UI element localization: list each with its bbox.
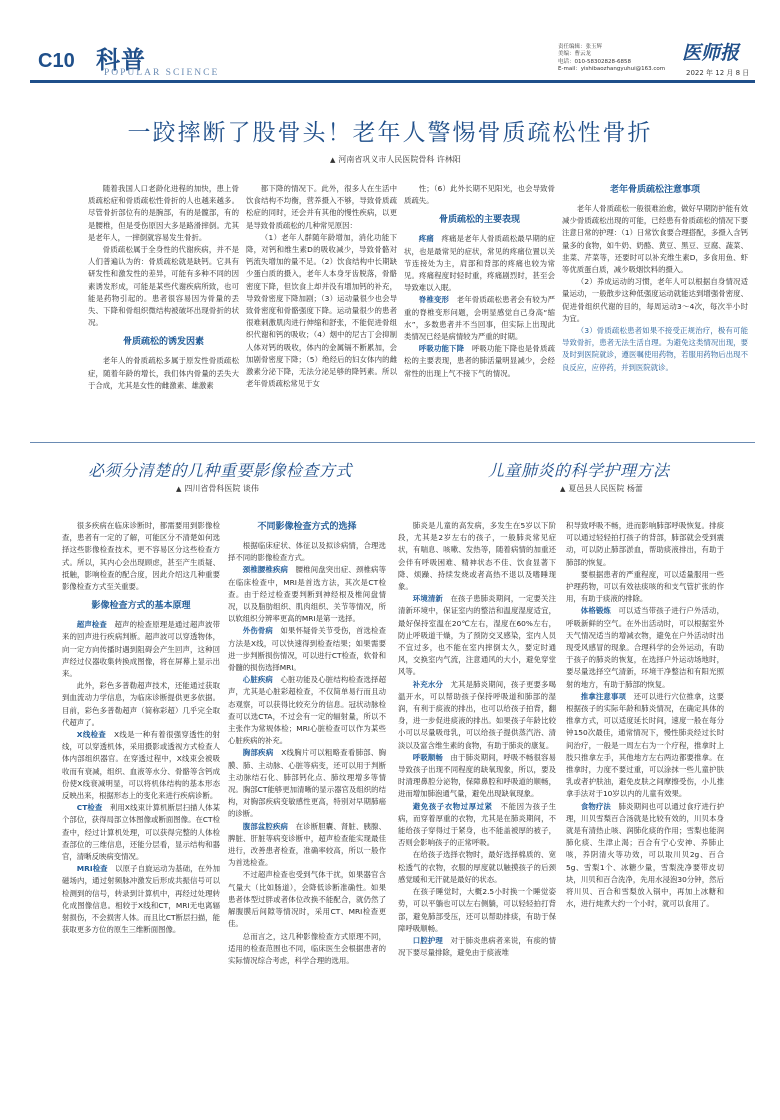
article3-title: 儿童肺炎的科学护理方法 xyxy=(488,461,670,480)
lead-text: 呼吸功能下降也是骨质疏松的主要表现，患者的肺活量明显减少，会经常性的出现上气不接下气的情况。 xyxy=(404,344,555,378)
paragraph: 根据临床症状、体征以及拟诊病情，合理选择不同的影像检查方式。 xyxy=(228,541,386,563)
byline-text: 夏邑县人民医院 杨蕾 xyxy=(568,484,643,493)
paragraph xyxy=(404,343,555,380)
lead-term: MRI检查 xyxy=(76,864,108,874)
subheading: 老年骨质疏松注意事项 xyxy=(609,185,700,195)
paragraph: 都下降的情况下。此外，很多人在生活中饮食结构不均衡，营养摄入不够，导致骨质疏松症的同时，还会并有其他的慢性疾病，以更是导致骨质疏松的几种常见原因： xyxy=(246,184,397,230)
article1-col2 xyxy=(246,183,397,393)
paragraph xyxy=(398,935,556,959)
paragraph xyxy=(62,802,220,863)
paragraph xyxy=(228,674,386,747)
lead-text: 对于肺炎患病者来说，有痰的情况下要尽量排除，避免由于痰液堆 xyxy=(398,935,556,958)
article2-col1 xyxy=(62,520,220,1105)
paragraph xyxy=(228,747,386,820)
lead-term: 口腔护理 xyxy=(412,935,443,945)
lead-text: 老年骨质疏松患者会有较为严重的脊椎变形问题，会明显感觉自己身高“缩水”，多数患者并不当回事，但实际上出现此类情况已经是病情较为严重的时期。 xyxy=(404,295,555,342)
article1-col4 xyxy=(562,183,748,393)
issue-date: 2022 年 12 月 8 日 xyxy=(686,69,750,77)
editor-line: 电话：010-58302828-6858 xyxy=(558,58,631,65)
paragraph: 老年人骨质疏松一般很难治愈，做好早期防护能有效减少骨质疏松出现的可能，已经患有骨质疏松的情况下要注意日常的护理：（1）日常饮食要合理搭配，多摄入含钙量多的食物，如牛奶、奶酪、黄豆、黑豆、豆腐、蔬菜、韭菜、芹菜等，还要时可以补充维生素D，多食用鱼、虾等优质蛋白质，减少吸烟饮料的摄入。 xyxy=(562,204,748,275)
lead-term: 避免孩子衣物过厚过紧 xyxy=(412,801,493,811)
editor-line: 责任编辑：张玉辉 xyxy=(558,44,603,50)
paragraph: 此外，彩色多普勒超声技术，还能通过获取到血流动力学信息，为临床诊断提供更多依据。目前，彩色多普勒超声（简称彩超）几乎完全取代超声了。 xyxy=(62,681,220,727)
paragraph xyxy=(62,863,220,936)
article1-title: 一跤摔断了股骨头！老年人警惕骨质疏松性骨折 xyxy=(127,120,653,146)
paragraph: （2）养成运动的习惯，老年人可以根据自身情况适量运动，一般散步这种低强度运动就能达到增强骨密度、促进骨组织代谢的目的，每周运动3～4次，每次半小时为宜。 xyxy=(562,277,748,323)
lead-term: 外伤骨病 xyxy=(242,626,273,636)
lead-term: 颈椎腰椎疾病 xyxy=(242,565,289,575)
lead-term: 补充水分 xyxy=(412,679,443,689)
section-divider xyxy=(30,442,755,443)
subheading: 骨质疏松的主要表现 xyxy=(438,215,520,226)
paragraph: 积导致呼吸不畅，进而影响肺部呼吸恢复。排痰可以通过轻轻拍打孩子的背部，肺部就会受到震动，可以防止肺部淤血，帮助痰液排出，有助于肺部的恢复。 xyxy=(566,521,724,567)
lead-text: 不能因为孩子生病，而穿着厚重的衣物，尤其是在肺炎期间，不能给孩子穿得过于紧身，也不能盖被厚的被子，否则会影响孩子的正常呼吸。 xyxy=(398,801,556,848)
lead-term: 脊椎变形 xyxy=(418,295,450,305)
paragraph: （3）骨质疏松患者如果不接受正规治疗，极有可能导致骨折，患者无法生活自理。为避免这类情况出现，要及时到医院就诊，遵医嘱使用药物，若服用药物后出现不良反应，应停药，并到医院就诊。 xyxy=(562,326,748,372)
byline-text: 四川省骨科医院 谈伟 xyxy=(184,484,259,493)
paragraph: 骨质疏松属于全身性的代谢疾病，并不是人们普遍认为的：骨质疏松就是缺钙。它具有研发性和激发性的差异，可能有多种不同的因素诱发形成，可能是某些代谢疾病所致，也可能是药物引起的。患者很容易因为骨量的丢失、下降和骨组织微结构被破坏出现骨折的状况。 xyxy=(88,245,239,328)
paragraph xyxy=(404,233,555,294)
lead-term: 呼吸顺畅 xyxy=(412,752,443,762)
masthead-logo: 医师报 xyxy=(682,42,740,64)
lead-term: 环境清新 xyxy=(412,594,443,604)
article1-byline xyxy=(330,154,461,165)
lead-text: 肺炎期间也可以通过食疗进行护理，川贝雪梨百合汤就是比较有效的，川贝本身就是有清热止咳、润肺化痰的作用；雪梨也能润肺化痰、生津止渴；百合有宁心安神、养肺止咳，养阴清火等功效，可以取川贝2g、百合5g、雪梨1个、冰糖少量，雪梨洗净要带皮切块，川贝和百合洗净，先用水浸泡30分钟，然后将川贝、百合和雪梨放入锅中，再加上冰糖和水，进行炖煮大约一个小时，就可以食用了。 xyxy=(566,801,724,909)
article1-col1 xyxy=(88,183,239,393)
lead-text: 腰椎间盘突出症、颈椎病等在临床检查中，MRI是首选方法，其次是CT检查。由于经过检查要判断到神经根及椎间盘情况，以及脂肪组织、肌肉组织、关节等情况，所以软组织分辨率更高的MRI是第一选择。 xyxy=(228,565,386,624)
article3-byline xyxy=(560,483,643,494)
page-number: C10 xyxy=(38,50,75,72)
paragraph xyxy=(398,679,556,752)
lead-text: 在诊断胆囊、肾脏、胰腺、脾脏、肝脏等病变诊断中，超声检查能实现最佳进行，改善患者检查，准确率较高，所以一般作为首选检查。 xyxy=(228,821,386,868)
lead-term: 疼痛 xyxy=(418,234,434,244)
lead-term: 推拿注意事项 xyxy=(580,691,627,701)
paragraph xyxy=(404,294,555,343)
paragraph: 在给孩子选择衣物时，最好选择棉质的、宽松透气的衣物，衣服的厚度就以触摸孩子的后颈感觉暖和无汗就是最好的状态。 xyxy=(398,850,556,884)
paragraph: 不过超声检查也受到气体干扰，如果器官含气量大（比如肠道），会降低诊断准确性。如果患者体型过胖或者体位改换不能配合，就仍然了解腹膜后间隙等情况时，采用CT、MRI检查更佳。 xyxy=(228,870,386,929)
paragraph: 要根据患者的严重程度，可以适量服用一些护理药物，可以有效祛痰咳的和支气管扩张的作用，有助于痰液的排除。 xyxy=(566,569,724,604)
lead-text: 心脏功能及心脏结构检查选择超声，尤其是心脏彩超检查，不仅简单易行而且动态观察，可以获得比较充分的信息。冠状动脉检查可以选CTA，不过会有一定的辐射量，所以不主张作为常规体检；MRI心脏检查可以作为某些心脏疾病的补充。 xyxy=(228,675,386,746)
paragraph xyxy=(62,729,220,802)
paragraph xyxy=(566,801,724,911)
editor-line: 美编：曹云龙 xyxy=(558,51,592,58)
paragraph xyxy=(398,752,556,801)
paragraph: 总而言之，这几种影像检查方式原理不同，适用的检查范围也不同，临床医生会根据患者的实际情况综合考虑，科学合理的选用。 xyxy=(228,931,386,965)
lead-term: CT检查 xyxy=(76,803,103,813)
lead-text: 利用X线束计算机断层扫描人体某个部位，获得局部立体图像或断面图像。在CT检查中，经过计算机处理，可以获得完整的人体检查部位的三维信息，还能分层看，显示结构和器官，清晰反映病变情况。 xyxy=(62,803,220,862)
header-rule xyxy=(30,80,755,83)
paragraph xyxy=(228,625,386,674)
paragraph xyxy=(398,593,556,678)
paragraph: 肺炎是儿童的高发病，多发生在5岁以下阶段，尤其是2岁左右的孩子，一般肺炎常见症状，有喘息、咳嗽、发热等，随着病情的加重还会伴有呼吸困难、精神状态不佳、饮食显著下降、烦躁、持续发烧或者高热不退以及嗜睡现象。 xyxy=(398,521,556,592)
paragraph: 性；（6）此外长期不见阳光，也会导致骨质疏失。 xyxy=(404,184,555,206)
article3-col2 xyxy=(566,520,724,1105)
paragraph xyxy=(566,691,724,801)
lead-term: 胸部疾病 xyxy=(242,748,274,758)
article3-col1 xyxy=(398,520,556,1105)
article1-col3 xyxy=(404,183,555,393)
lead-text: X线是一种有着很强穿透性的射线，可以穿透机体，采用摄影或透视方式检查人体内部组织器官。在穿透过程中，X线束会被吸收而有衰减，组织、血液等水分、骨骼等含钙成份使X线衰减明显，可以将机体结构的基本形态反映出来，根据形态上的变化来进行疾病诊断。 xyxy=(62,730,220,801)
lead-term: 超声检查 xyxy=(76,620,107,630)
paragraph xyxy=(228,821,386,870)
lead-text: 如果怀疑骨关节受伤，首选检查方法是X线，可以快速得到检查结果；如果需要进一步判断损伤情况，可以进行CT检查，软骨和骨髓的损伤选择MRI。 xyxy=(228,626,386,673)
lead-term: X线检查 xyxy=(76,730,107,740)
subheading: 影像检查方式的基本原理 xyxy=(91,601,191,612)
lead-text: 在孩子患肺炎期间，一定要关注清新环境中，保证室内的整洁和温度湿度适宜，最好保持室温在20℃左右，湿度在60%左右，防止呼吸道干燥，为了预防交叉感染，室内人员不宜过多，也不能在室内摔倒太久，要定时通风，交换室内气流，注意通风的大小，避免穿堂风等。 xyxy=(398,594,556,677)
lead-term: 腹部盆腔疾病 xyxy=(242,821,289,831)
lead-text: 超声的检查原理是通过超声波带来的回声进行疾病判断。超声波可以穿透物体，向一定方向传播时遇到阻碍会产生回声，这种回声经过仪器收集转换成图像，将在屏幕上显示出来。 xyxy=(62,620,220,679)
lead-text: 还可以进行穴位推拿，这要根据孩子的实际年龄和肺炎情况，在确定具体的推拿方式，可以适度延长时间，速度一般在每分钟150次最佳，通常情况下，慢性肺炎经过长时间治疗，一般是一周左右为一个疗程，推拿时上肢只推拿左手，其他地方左右两边都要推拿。在推拿时，力度不要过重，可以涂抹一些儿童护肤乳或者护肤油，避免皮肤之间摩擦受伤，小儿推拿手法对于10岁以内的儿童有效果。 xyxy=(566,691,724,799)
lead-text: 以原子自旋运动为基础，在外加磁场内，通过射频脉冲激发后形成共振信号可以检测到的信号，转录到计算机中，再经过处理转化成图像信息。相较于X线和CT，MRI无电离辐射损伤，不会损害人体。而且比CT断层扫描，能获取更多方位的原生三维断面图像。 xyxy=(62,864,220,935)
lead-term: 心脏疾病 xyxy=(242,675,273,685)
triangle-icon: ▲ xyxy=(176,485,182,493)
lead-text: X线胸片可以粗略查看肺部、胸膜、肺、主动脉、心脏等病变，还可以用于判断主动脉结石化、肺部钙化点、肺纹理增多等情况。胸部CT能够更加清晰的显示器官及组织的结构，对胸部疾病变敏感性更高，特别对早期肺癌的诊断。 xyxy=(228,748,386,819)
lead-text: 尤其是肺炎期间，孩子更要多喝温开水，可以帮助孩子保持呼吸道和肺部的湿润，有利于痰液的排出，也可以给孩子拍背，翻身，进一步促进痰液的排出。如果孩子年龄比较小可以尽量吸母乳，可以给孩子提供蒸汽浴、清淡以及富含维生素的食物，有助于肺炎的康复。 xyxy=(398,679,556,750)
triangle-icon: ▲ xyxy=(560,485,566,493)
byline-text: 河南省巩义市人民医院骨科 许林阳 xyxy=(338,155,461,164)
lead-term: 体格锻炼 xyxy=(580,606,611,616)
editor-line: E-mail：yishibaozhangyuhui@163.com xyxy=(558,66,666,73)
section-title-en: POPULAR SCIENCE xyxy=(104,68,220,78)
article2-byline xyxy=(176,483,259,494)
paragraph xyxy=(62,619,220,680)
lead-text: 疼痛是老年人骨质疏松最早期的症状，也是最常见的症状，常见的疼痛位置以关节连接处为主，肩部和背部的疼痛也较为常见。疼痛程度时轻时重，疼痛剧烈时，甚至会导致难以入眠。 xyxy=(404,234,555,293)
editor-credits xyxy=(558,44,668,74)
subheading: 骨质疏松的诱发因素 xyxy=(122,337,204,348)
lead-term: 食物疗法 xyxy=(580,801,611,811)
paragraph xyxy=(566,605,724,690)
section-title: 科普 xyxy=(96,46,146,74)
paragraph xyxy=(398,801,556,850)
page-header xyxy=(0,0,780,88)
lead-text: 可以适当带孩子进行户外活动，呼吸新鲜的空气。在外出活动时，可以根据室外天气情况适当的增减衣物，避免在户外活动时出现受风感冒的现象。合理科学的会外运动，有助于孩子的肺炎的恢复，在选择户外运动场地时，要尽量选择空气清新，环境干净整洁和有阳光照射的地方，有助于肺部的恢复。 xyxy=(566,606,724,689)
paragraph: 随着我国人口老龄化进程的加快，患上骨质疏松症和骨质疏松性骨折的人也越来越多。尽管骨折部位有的是腕部，有的是髋部，有的是腰椎，但是受伤原因大多是路滑摔倒。尤其是老年人，一摔倒就容易发生骨折。 xyxy=(88,184,239,242)
paragraph: （1）老年人群随年龄增加，消化功能下降，对钙和维生素D的吸收减少，导致骨骼对钙流失增加的量不足。（2）饮食结构中长期缺少蛋白质的摄入，老年人本身牙齿脱落，骨骼密度下降，但饮食上却并没有增加钙的补充，导致骨密度下降加剧；（3）运动量很少也会导致骨密度和骨骼强度下降。运动量很少的患者很难刺激肌肉进行伸缩和舒张，不能促进骨组织代谢和钙的吸收；（4）烟中的尼古丁会抑制人体对钙的吸收，体内的金属镉不断累加，会加剧骨密度下降；（5）绝经后的妇女体内的雌激素分泌下降，无法分泌足够的降钙素。所以老年骨质疏松常见于女 xyxy=(246,232,397,389)
article2-col2 xyxy=(228,520,386,1105)
paragraph xyxy=(228,564,386,625)
lead-term: 呼吸功能下降 xyxy=(418,344,465,354)
triangle-icon: ▲ xyxy=(330,156,336,164)
paragraph: 很多疾病在临床诊断时，都需要用到影像检查，患者有一定的了解，可能区分不清楚如何选择这些影像检查技术，更不容易区分这些检查方式。所以，其内心会出现顾虑，甚至产生质疑、抵触，影响检查的配合度，因此介绍这几种重要影像检查方式至关重要。 xyxy=(62,521,220,592)
paragraph: 老年人的骨质疏松多属于原发性骨质疏松症，随着年龄的增长，我们体内骨量的丢失大于合成，尤其是女性的雌激素、雄激素 xyxy=(88,356,239,390)
subheading: 不同影像检查方式的选择 xyxy=(257,522,357,532)
lead-text: 由于肺炎期间，呼吸不畅很容易导致孩子出现不同程度的缺氧现象，所以，要及时清理鼻腔分泌物，保障鼻腔和呼吸道的顺畅，进而增加肺泡通气量，避免出现缺氧现象。 xyxy=(398,752,556,799)
paragraph: 在孩子睡觉时，大概2.5小时换一个睡觉姿势，可以平躺也可以左右侧躺，可以轻轻拍打背部，避免肺部受压，还可以帮助排痰，有助于保障呼吸顺畅。 xyxy=(398,887,556,933)
article2-title: 必须分清楚的几种重要影像检查方式 xyxy=(88,461,353,480)
